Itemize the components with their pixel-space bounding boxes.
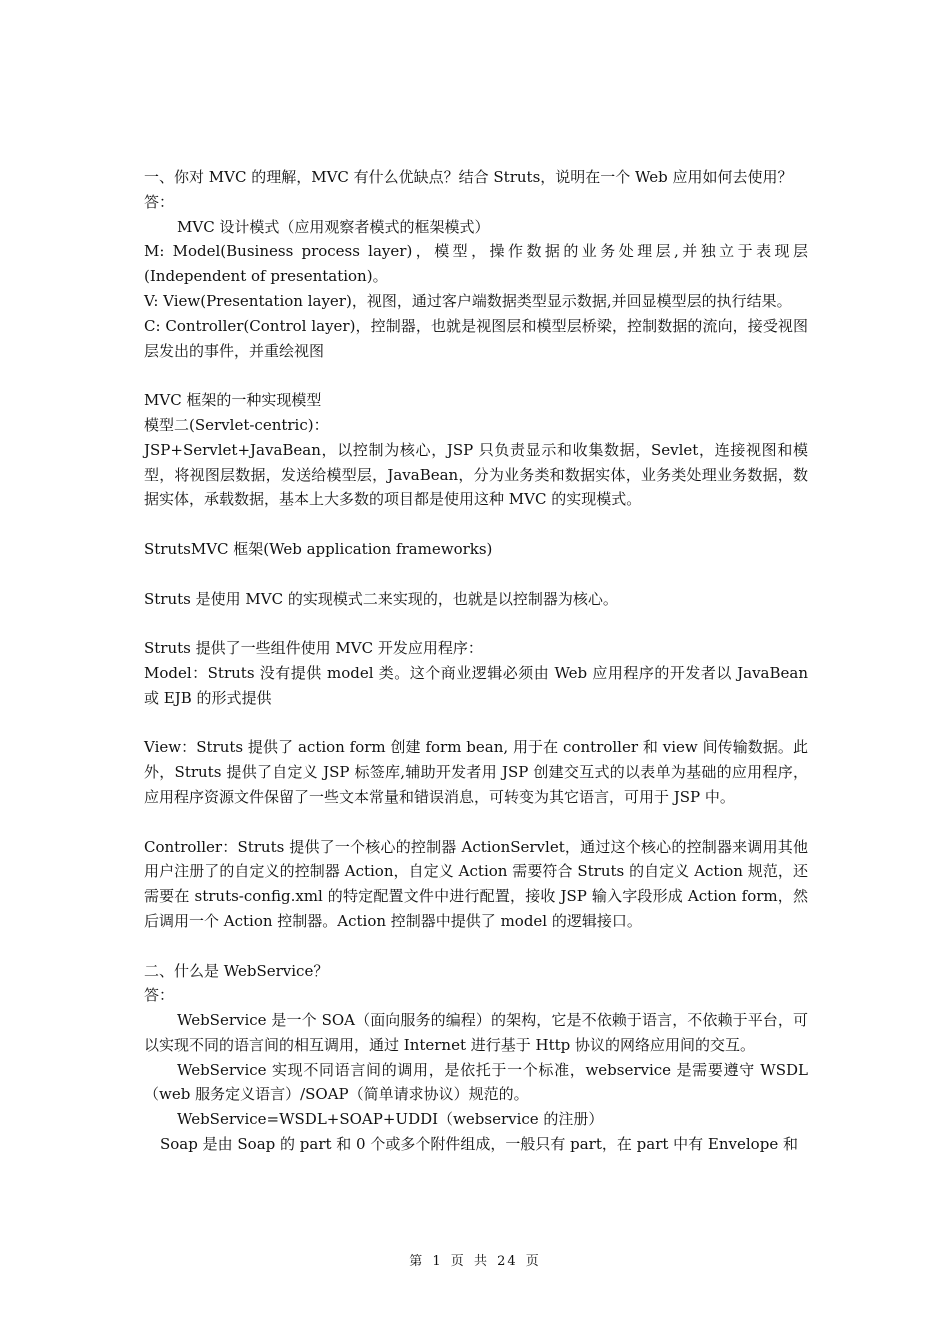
spacer (144, 810, 808, 835)
question-2-heading: 二、什么是 WebService？ (144, 961, 329, 980)
mvc-impl-title: MVC 框架的一种实现模型 (144, 391, 322, 410)
struts-view-paragraph: View：Struts 提供了 action form 创建 form bean, 用于在 controller 和 view 间传输数据。此外，Struts 提供了自定义 JSP 标签库,辅助开发者用 JSP 创建交互式的以表单为基础的应用程序，应用程序资源文件保留了一些文本常量和错误消息，可转变为其它语言，可用于 JSP 中。 (144, 738, 808, 806)
mvc-pattern-title: MVC 设计模式（应用观察者模式的框架模式） (177, 217, 490, 236)
webservice-formula: WebService=WSDL+SOAP+UDDI（webservice 的注册） (177, 1110, 604, 1129)
model2-title: 模型二(Servlet-centric)： (144, 415, 329, 434)
struts-controller-paragraph: Controller：Struts 提供了一个核心的控制器 ActionServlet，通过这个核心的控制器来调用其他用户注册了的自定义的控制器 Action，自定义 Action 需要符合 Struts 的自定义 Action 规范，还需要在 struts-config.xml 的特定配置文件中进行配置，接收 JSP 输入字段形成 Action form，然后调用一个 Action 控制器。Action 控制器中提供了 model 的逻辑接口。 (144, 837, 808, 930)
spacer (144, 363, 808, 388)
footer-current-page: 1 (432, 1254, 443, 1269)
struts-model-paragraph: Model：Struts 没有提供 model 类。这个商业逻辑必须由 Web 应用程序的开发者以 JavaBean 或 EJB 的形式提供 (144, 663, 808, 707)
spacer (144, 611, 808, 636)
footer-total-pages: 24 (497, 1254, 518, 1269)
struts-impl-paragraph: Struts 是使用 MVC 的实现模式二来实现的，也就是以控制器为核心。 (144, 589, 618, 608)
answer-label: 答： (144, 192, 175, 211)
footer-page-word: 页 (450, 1254, 466, 1269)
answer-label: 答： (144, 986, 175, 1005)
mvc-view-paragraph: V: View(Presentation layer)，视图，通过客户端数据类型显示数据,并回显模型层的执行结果。 (144, 291, 792, 310)
model2-paragraph: JSP+Servlet+JavaBean，以控制为核心，JSP 只负责显示和收集数据，Sevlet，连接视图和模型，将视图层数据，发送给模型层，JavaBean，分为业务类和数据实体，业务类处理业务数据，数据实体，承载数据，基本上大多数的项目都是使用这种 MVC 的实现模式。 (144, 440, 808, 509)
struts-components-intro: Struts 提供了一些组件使用 MVC 开发应用程序： (144, 639, 483, 658)
spacer (144, 711, 808, 736)
soap-paragraph: Soap 是由 Soap 的 part 和 0 个或多个附件组成，一般只有 part，在 part 中有 Envelope 和 (160, 1135, 798, 1154)
document-body (144, 165, 808, 1157)
mvc-controller-paragraph: C: Controller(Control layer)，控制器，也就是视图层和模型层桥梁，控制数据的流向，接受视图层发出的事件，并重绘视图 (144, 316, 808, 360)
spacer (144, 512, 808, 537)
footer-prefix: 第 (409, 1254, 425, 1269)
footer-suffix: 页 (525, 1254, 541, 1269)
question-1-heading: 一、你对 MVC 的理解，MVC 有什么优缺点？结合 Struts，说明在一个 Web 应用如何去使用？ (144, 168, 793, 186)
footer-total-word: 共 (473, 1254, 489, 1269)
page-footer (0, 1250, 950, 1269)
mvc-model-paragraph: M: Model(Business process layer)，模型，操作数据的业务处理层,并独立于表现层(Independent of presentation)。 (144, 242, 808, 286)
webservice-paragraph-2: WebService 实现不同语言间的调用，是依托于一个标准，webservice 是需要遵守 WSDL（web 服务定义语言）/SOAP（简单请求协议）规范的。 (144, 1060, 808, 1104)
spacer (144, 562, 808, 587)
spacer (144, 934, 808, 959)
struts-mvc-title: StrutsMVC 框架(Web application frameworks) (144, 539, 493, 558)
webservice-paragraph-1: WebService 是一个 SOA（面向服务的编程）的架构，它是不依赖于语言，不依赖于平台，可以实现不同的语言间的相互调用，通过 Internet 进行基于 Http 协议的网络应用间的交互。 (144, 1011, 808, 1054)
